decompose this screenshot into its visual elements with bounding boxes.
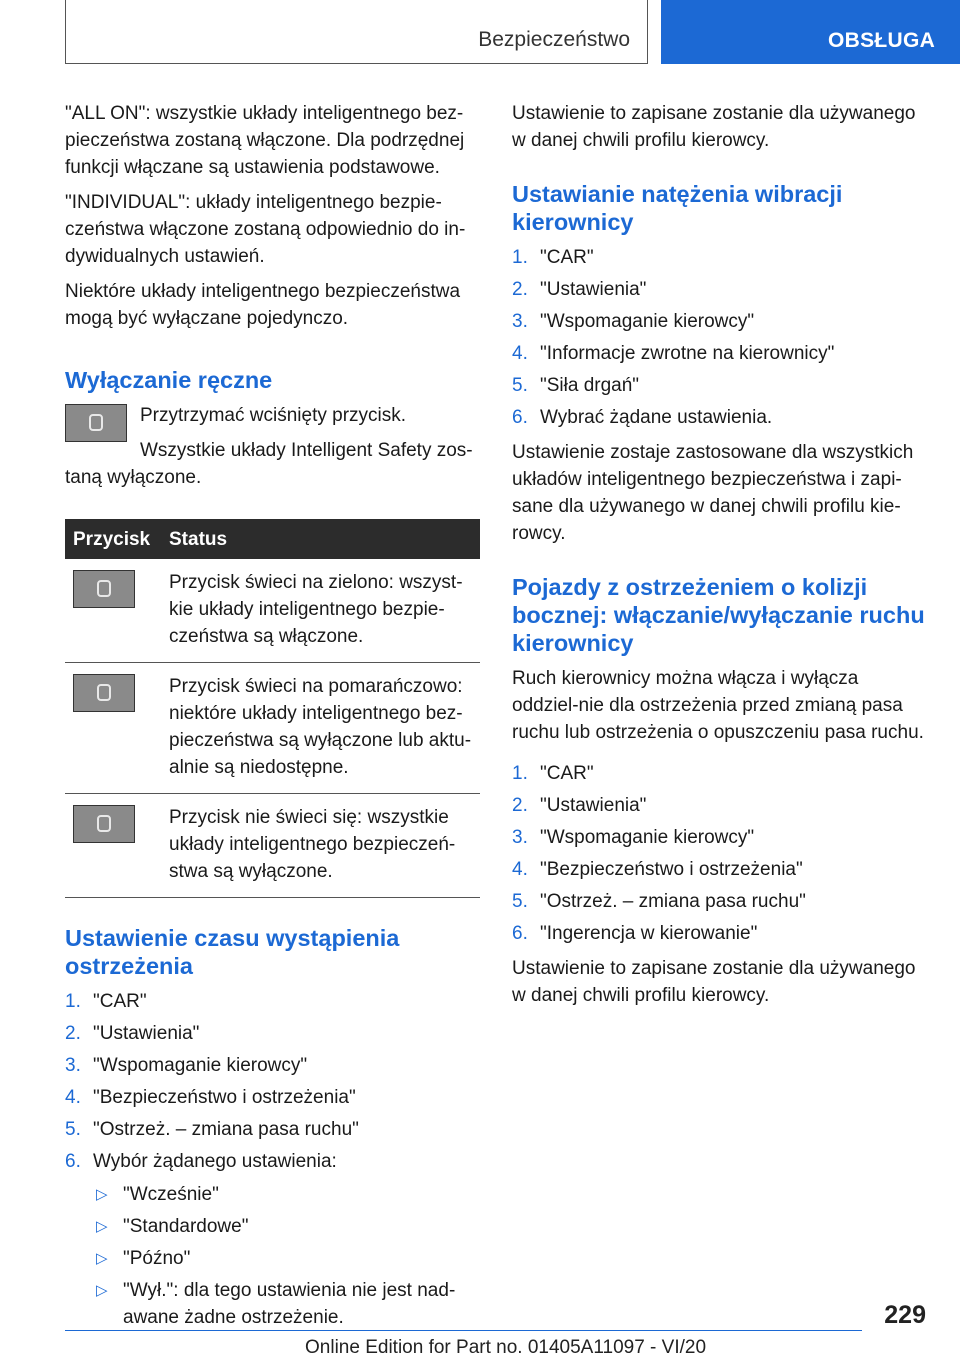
list-item: 2. "Ustawienia" [65,1023,200,1044]
table-cell-status: Przycisk nie świeci się: wszystkie układy inteligentnego bezpieczeń-stwa są wyłączone. [166,794,480,898]
table-header-status: Status [166,519,480,559]
list-item: 4. "Bezpieczeństwo i ostrzeżenia" [512,859,803,880]
vibration-note: Ustawienie zostaje zastosowane dla wszystkich układów inteligentnego bezpieczeństwa i zapi-sane dla używanego w danej chwili profilu kie-rowcy. [512,442,914,544]
list-item: 2. "Ustawienia" [512,279,647,300]
table-row [65,794,480,898]
heading-side-collision: Pojazdy z ostrzeżeniem o kolizji bocznej: włączanie/wyłączanie ruchu kierownicy [512,574,925,656]
table-cell-status: Przycisk świeci na zielono: wszyst-kie układy inteligentnego bezpie-czeństwa są włączone. [166,559,480,663]
heading-vibration: Ustawianie natężenia wibracji kierownicy [512,181,843,235]
list-item: 6. Wybrać żądane ustawienia. [512,407,773,428]
table-cell-status: Przycisk świeci na pomarańczowo: niektóre układy inteligentnego bez-pieczeństwa są wyłączone lub aktu-alnie są niedostępne. [166,663,480,794]
heading-warning-timing: Ustawienie czasu wystąpienia ostrzeżenia [65,925,400,979]
list-item: 4. "Informacje zwrotne na kierownicy" [512,343,835,364]
list-item: 6. Wybór żądanego ustawienia: ▷ "Wcześnie" ▷ "Standardowe" ▷ "Późno" ▷ "Wył.": dla tego ustawienia nie jest nad-awane żadne ostrzeżenie. [65,1148,480,1331]
table-row [65,663,480,794]
heading-manual-off: Wyłączanie ręczne [65,367,273,393]
manual-off-step: Przytrzymać wciśnięty przycisk. [140,405,407,426]
list-item: 5. "Siła drgań" [512,375,640,396]
list-item: 3. "Wspomaganie kierowcy" [512,827,755,848]
list-item: 1. "CAR" [65,991,147,1012]
list-item: 3. "Wspomaganie kierowcy" [512,311,755,332]
triangle-bullet-icon: ▷ [96,1282,108,1299]
side-collision-intro: Ruch kierownicy można włącza i wyłącza oddziel-nie dla ostrzeżenia przed zmianą pasa ruchu lub ostrzeżenia o opuszczeniu pasa ruchu. [512,668,924,743]
timing-steps-list [65,988,480,1331]
profile-note-1: Ustawienie to zapisane zostanie dla używanego w danej chwili profilu kierowcy. [512,103,916,151]
button-status-table [65,519,480,898]
header-section-title: Bezpieczeństwo [478,28,630,51]
intro-paragraph-3: Niektóre układy inteligentnego bezpieczeństwa mogą być wyłączane pojedynczo. [65,281,461,329]
page-number: 229 [884,1301,926,1329]
list-item: 5. "Ostrzeż. – zmiana pasa ruchu" [512,891,806,912]
side-collision-steps-list [512,760,927,947]
list-item: 5. "Ostrzeż. – zmiana pasa ruchu" [65,1119,359,1140]
safety-button-icon [65,404,127,442]
triangle-bullet-icon: ▷ [96,1218,108,1235]
right-column [512,100,927,1017]
left-column [65,100,480,1339]
list-item: 2. "Ustawienia" [512,795,647,816]
safety-button-off-icon [73,805,135,843]
list-item: 1. "CAR" [512,247,594,268]
profile-note-2: Ustawienie to zapisane zostanie dla używanego w danej chwili profilu kierowcy. [512,958,916,1006]
triangle-bullet-icon: ▷ [96,1186,108,1203]
list-item: ▷ "Późno" [93,1245,480,1272]
table-row [65,559,480,663]
footer-divider [65,1330,862,1331]
manual-off-instructions [65,402,480,464]
intro-paragraph-1: "ALL ON": wszystkie układy inteligentnego bez-pieczeństwa zostaną włączone. Dla podrzędnej funkcji włączane są ustawienia podstawowe. [65,103,465,178]
table-header-row [65,519,480,559]
manual-off-result-line2: taną wyłączone. [65,467,202,488]
list-item: 1. "CAR" [512,763,594,784]
header-chapter-tab: OBSŁUGA [661,0,960,64]
manual-off-result-line1: Wszystkie układy Intelligent Safety zos- [140,440,473,461]
safety-button-green-icon [73,570,135,608]
safety-button-orange-icon [73,674,135,712]
list-item: 3. "Wspomaganie kierowcy" [65,1055,308,1076]
vibration-steps-list [512,244,927,431]
triangle-bullet-icon: ▷ [96,1250,108,1267]
list-item: ▷ "Wcześnie" [93,1181,480,1208]
list-item: ▷ "Standardowe" [93,1213,480,1240]
footer-edition: Online Edition for Part no. 01405A11097 - VI/20 [305,1337,707,1358]
list-item: 4. "Bezpieczeństwo i ostrzeżenia" [65,1087,356,1108]
timing-options-list [93,1181,480,1331]
intro-paragraph-2: "INDIVIDUAL": układy inteligentnego bezpie-czeństwa włączone zostaną odpowiednio do in-dywidualnych ustawień. [65,192,466,267]
list-item: 6. "Ingerencja w kierowanie" [512,923,758,944]
table-header-button: Przycisk [65,519,166,559]
list-item: ▷ "Wył.": dla tego ustawienia nie jest nad-awane żadne ostrzeżenie. [93,1277,480,1331]
